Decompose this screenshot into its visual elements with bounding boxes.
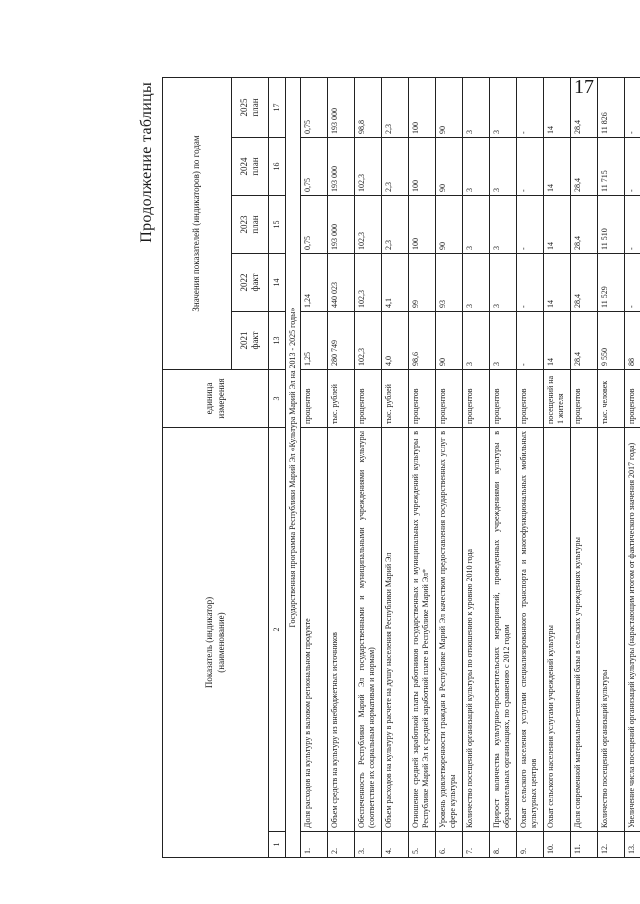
row-value: - bbox=[625, 254, 640, 312]
row-number: 5. bbox=[409, 832, 436, 858]
header-year: 2022 факт bbox=[232, 254, 269, 312]
row-unit: процентов bbox=[301, 370, 328, 428]
header-year: 2023 план bbox=[232, 196, 269, 254]
row-value: 3 bbox=[490, 312, 517, 370]
row-unit: тыс. рублей bbox=[382, 370, 409, 428]
table-row bbox=[517, 77, 544, 857]
row-value: 3 bbox=[463, 196, 490, 254]
row-value: 3 bbox=[490, 196, 517, 254]
row-number: 3. bbox=[355, 832, 382, 858]
row-indicator-name: Количество посещений организаций культуры bbox=[598, 428, 625, 832]
row-value: 2,3 bbox=[382, 138, 409, 196]
row-value: 14 bbox=[544, 196, 571, 254]
column-number: 1 bbox=[269, 832, 286, 858]
row-number: 1. bbox=[301, 832, 328, 858]
row-value: 0,75 bbox=[301, 77, 328, 137]
row-value: 99 bbox=[409, 254, 436, 312]
row-unit: процентов bbox=[571, 370, 598, 428]
row-value: 11 529 bbox=[598, 254, 625, 312]
table-row bbox=[409, 77, 436, 857]
row-indicator-name: Отношение средней заработной платы работников государственных и муниципальных учреждений культуры в Республике Марий Эл к средней заработной плате в Республике Марий Эл* bbox=[409, 428, 436, 832]
row-value: 14 bbox=[544, 77, 571, 137]
column-number: 17 bbox=[269, 77, 286, 137]
row-value: - bbox=[517, 77, 544, 137]
row-number: 2. bbox=[328, 832, 355, 858]
row-unit: процентов bbox=[463, 370, 490, 428]
column-number: 2 bbox=[269, 428, 286, 832]
row-unit: процентов bbox=[355, 370, 382, 428]
row-number: 7. bbox=[463, 832, 490, 858]
row-value: - bbox=[517, 138, 544, 196]
row-value: 3 bbox=[490, 138, 517, 196]
row-value: 90 bbox=[436, 312, 463, 370]
row-value: - bbox=[625, 138, 640, 196]
column-number: 16 bbox=[269, 138, 286, 196]
row-value: - bbox=[517, 312, 544, 370]
row-value: 90 bbox=[436, 138, 463, 196]
header-year: 2021 факт bbox=[232, 312, 269, 370]
row-value: 2,3 bbox=[382, 77, 409, 137]
row-value: - bbox=[625, 77, 640, 137]
row-value: 98,8 bbox=[355, 77, 382, 137]
row-indicator-name: Уровень удовлетворенности граждан в Республике Марий Эл качеством предоставления государственных услуг в сфере культуры bbox=[436, 428, 463, 832]
row-unit: процентов bbox=[436, 370, 463, 428]
row-value: 28,4 bbox=[571, 312, 598, 370]
row-value: 11 826 bbox=[598, 77, 625, 137]
row-value: 102,3 bbox=[355, 138, 382, 196]
row-number: 9. bbox=[517, 832, 544, 858]
indicators-table bbox=[162, 77, 640, 858]
row-indicator-name: Увеличение числа посещений организаций культуры (нарастающим итогом от фактического значения 2017 года) bbox=[625, 428, 640, 832]
row-number: 10. bbox=[544, 832, 571, 858]
row-value: 14 bbox=[544, 312, 571, 370]
row-value: 28,4 bbox=[571, 138, 598, 196]
table-row bbox=[355, 77, 382, 857]
row-indicator-name: Количество посещений организаций культуры по отношению к уровню 2010 года bbox=[463, 428, 490, 832]
row-value: 193 000 bbox=[328, 77, 355, 137]
table-row bbox=[328, 77, 355, 857]
row-value: 100 bbox=[409, 138, 436, 196]
row-unit: процентов bbox=[517, 370, 544, 428]
row-value: 28,4 bbox=[571, 196, 598, 254]
row-value: 193 000 bbox=[328, 138, 355, 196]
program-title: Государственная программа Республики Марий Эл «Культура Марий Эл на 2013 - 2025 годы» bbox=[286, 77, 301, 857]
column-number: 13 bbox=[269, 312, 286, 370]
header-unit: единица измерения bbox=[163, 370, 269, 428]
row-value: 1,24 bbox=[301, 254, 328, 312]
row-indicator-name: Объем средств на культуру из внебюджетных источников bbox=[328, 428, 355, 832]
row-indicator-name: Обеспеченность Республики Марий Эл государственными и муниципальными учреждениями культуры (соответствие их социальным нормативам и нормам) bbox=[355, 428, 382, 832]
row-number: 13. bbox=[625, 832, 640, 858]
row-indicator-name: Доля расходов на культуру в валовом региональном продукте bbox=[301, 428, 328, 832]
rotated-table-page bbox=[138, 78, 640, 858]
row-value: 3 bbox=[490, 254, 517, 312]
row-value: 4,0 bbox=[382, 312, 409, 370]
row-value: 100 bbox=[409, 196, 436, 254]
table-row bbox=[463, 77, 490, 857]
row-value: 440 023 bbox=[328, 254, 355, 312]
row-indicator-name: Прирост количества культурно-просветительских мероприятий, проведенных учреждениями культуры в образовательных организациях, по сравнению с 2012 годом bbox=[490, 428, 517, 832]
row-unit: процентов bbox=[625, 370, 640, 428]
row-value: - bbox=[517, 254, 544, 312]
row-value: - bbox=[517, 196, 544, 254]
table-row bbox=[436, 77, 463, 857]
header-year: 2025 план bbox=[232, 77, 269, 137]
row-unit: тыс. человек bbox=[598, 370, 625, 428]
header-year: 2024 план bbox=[232, 138, 269, 196]
column-number: 14 bbox=[269, 254, 286, 312]
row-value: 3 bbox=[463, 138, 490, 196]
row-unit: тыс. рублей bbox=[328, 370, 355, 428]
row-value: 100 bbox=[409, 77, 436, 137]
row-value: 14 bbox=[544, 138, 571, 196]
row-number: 12. bbox=[598, 832, 625, 858]
table-row bbox=[490, 77, 517, 857]
row-value: 11 510 bbox=[598, 196, 625, 254]
row-value: 2,3 bbox=[382, 196, 409, 254]
row-value: 3 bbox=[463, 77, 490, 137]
row-value: 98,6 bbox=[409, 312, 436, 370]
row-value: 88 bbox=[625, 312, 640, 370]
row-unit: процентов bbox=[490, 370, 517, 428]
row-indicator-name: Охват сельского населения услугами специализированного транспорта и многофункциональных мобильных культурных центров bbox=[517, 428, 544, 832]
row-value: 102,3 bbox=[355, 312, 382, 370]
header-indicator: Показатель (индикатор) (наименование) bbox=[163, 428, 269, 858]
row-value: 102,3 bbox=[355, 196, 382, 254]
row-indicator-name: Объем расходов на культуру в расчете на душу населения Республики Марий Эл bbox=[382, 428, 409, 832]
row-indicator-name: Охват сельского населения услугами учреждений культуры bbox=[544, 428, 571, 832]
table-row bbox=[301, 77, 328, 857]
row-value: 3 bbox=[490, 77, 517, 137]
row-indicator-name: Доля современной материально-технической базы в сельских учреждениях культуры bbox=[571, 428, 598, 832]
row-unit: посещений на 1 жителя bbox=[544, 370, 571, 428]
row-value: 102,3 bbox=[355, 254, 382, 312]
column-number: 3 bbox=[269, 370, 286, 428]
row-value: 3 bbox=[463, 254, 490, 312]
row-number: 11. bbox=[571, 832, 598, 858]
row-unit: процентов bbox=[409, 370, 436, 428]
table-row bbox=[544, 77, 571, 857]
table-row bbox=[598, 77, 625, 857]
row-value: 28,4 bbox=[571, 77, 598, 137]
row-value: 90 bbox=[436, 196, 463, 254]
row-value: 193 000 bbox=[328, 196, 355, 254]
column-number: 15 bbox=[269, 196, 286, 254]
row-value: 90 bbox=[436, 77, 463, 137]
row-value: 1,25 bbox=[301, 312, 328, 370]
row-value: 9 550 bbox=[598, 312, 625, 370]
row-value: 3 bbox=[463, 312, 490, 370]
row-number: 6. bbox=[436, 832, 463, 858]
row-number: 8. bbox=[490, 832, 517, 858]
row-value: 14 bbox=[544, 254, 571, 312]
table-row bbox=[625, 77, 640, 857]
row-value: 0,75 bbox=[301, 196, 328, 254]
continuation-title: Продолжение таблицы bbox=[138, 82, 155, 243]
row-value: 28,4 bbox=[571, 254, 598, 312]
table-row bbox=[382, 77, 409, 857]
row-value: 93 bbox=[436, 254, 463, 312]
row-value: 0,75 bbox=[301, 138, 328, 196]
row-value: 4,1 bbox=[382, 254, 409, 312]
row-number: 4. bbox=[382, 832, 409, 858]
row-value: 280 749 bbox=[328, 312, 355, 370]
table-row bbox=[571, 77, 598, 857]
row-value: - bbox=[625, 196, 640, 254]
header-values-group: Значения показателей (индикаторов) по годам bbox=[163, 77, 232, 369]
row-value: 11 715 bbox=[598, 138, 625, 196]
page-number: 17 bbox=[574, 76, 594, 98]
